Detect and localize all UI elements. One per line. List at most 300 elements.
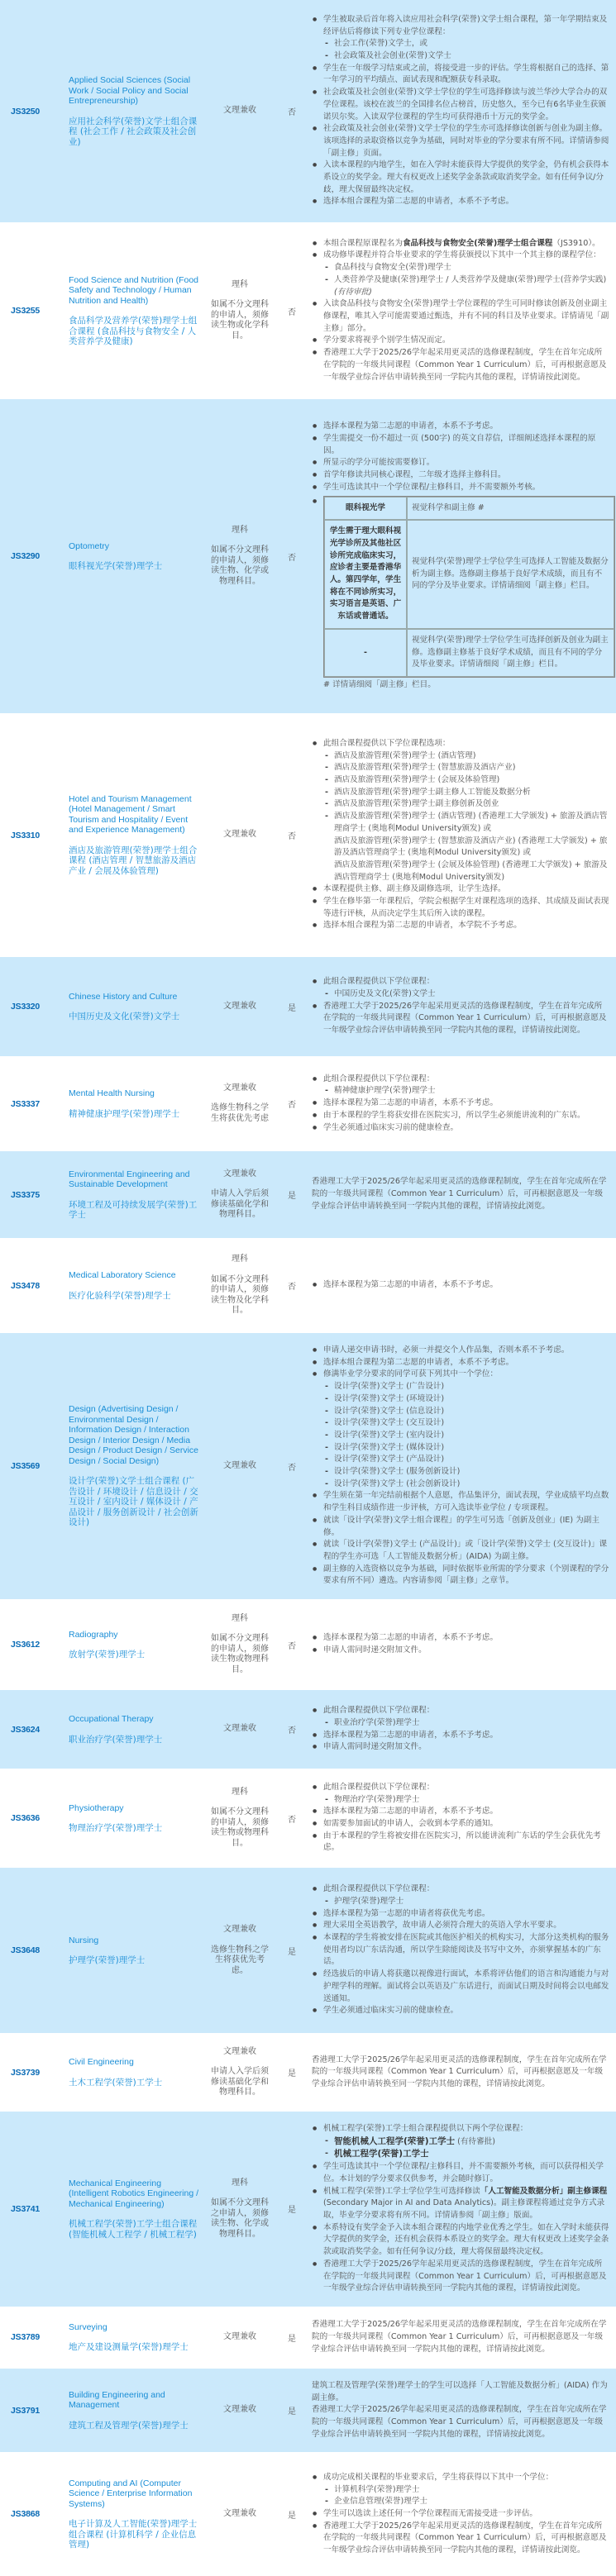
remarks-list: [312, 1782, 609, 1855]
programme-name: [69, 1238, 208, 1333]
programme-remarks: [312, 222, 616, 399]
programme-remarks: [312, 1690, 616, 1769]
programme-name-zh-link[interactable]: 机械工程学(荣誉)工学士组合课程 (智能机械人工程学 / 机械工程学): [69, 2219, 198, 2240]
remark-text: 香港理工大学于2025/26学年起采用更灵活的选修课程制度，学生在首年完成所在学院的一年级共同课程（Common Year 1 Curriculum）后，可再根据意愿及一年级学业综合评估申请转换至同一学院内其他的课程，详情请按此浏览。: [323, 2259, 607, 2293]
programme-name-zh-link[interactable]: 职业治疗学(荣誉)理学士: [69, 1734, 163, 1745]
remark-text: 此组合课程提供以下学位课程：: [323, 1074, 435, 1083]
remark-item: [323, 2005, 609, 2017]
remark-text: 香港理工大学于2025/26学年起采用更灵活的选修课程制度，学生在首年完成所在学院的一年级共同课程（Common Year 1 Curriculum）后，可再根据意愿及一年级学业综合评估申请转换至同一学院内其他的课程，详情请按此浏览。: [323, 348, 607, 382]
subject-stream: 文理兼收: [223, 2509, 256, 2519]
remark-text: 本系特设有奖学金予入读本组合课程的内地学业优秀之学生。如在入学时未能获得大学提供的奖学金，还有机会获得本系设立的奖学金。理大有权更改上述奖学金条款或取消奖学金。如有任何争议/分歧，理大将保留最终决定权。: [323, 2222, 609, 2257]
remark-text: 选择本课程为第二志愿的申请者，本系不予考虑。: [323, 1633, 499, 1643]
remark-item: [323, 1730, 609, 1742]
remark-text: 就读「设计学(荣誉)文学士 (产品设计)」或「设计学(荣誉)文学士 (交互设计)」课程的学生亦可选「人工智能及数据分析」(AIDA) 为副主修。: [323, 1540, 608, 1561]
subject-stream: 文理兼收: [223, 1169, 256, 1178]
degree-option: - 设计学(荣誉)文学士 (产品设计): [334, 1454, 609, 1466]
remark-text: 入读食品科技与食物安全(荣誉)理学士学位课程的学生可同时修读创新及创业副主修课程，唯其入学可能需要通过甄选，并有不同的科目及毕业要求。详情请见「副主修」部分。: [323, 299, 609, 333]
degree-option: - 设计学(荣誉)文学士 (社会创新设计): [334, 1478, 609, 1491]
subject-requirement: [208, 1690, 272, 1769]
degree-option: - 设计学(荣誉)文学士 (媒体设计): [334, 1442, 609, 1455]
programme-code: JS3868: [11, 2509, 41, 2520]
remark-item: [323, 1515, 609, 1539]
transfer-allowed: 是: [288, 2334, 296, 2344]
programme-name-en-link[interactable]: Surveying: [69, 2321, 107, 2332]
degree-option: - 护理学(荣誉)理学士: [334, 1896, 609, 1908]
programme-name: [69, 1333, 208, 1599]
degree-option: - 设计学(荣誉)文学士 (环境设计): [334, 1393, 609, 1406]
programme-remarks: [312, 1769, 616, 1868]
degree-options-list: [323, 262, 609, 298]
remarks-list: [312, 421, 609, 691]
degree-option: - 酒店及旅游管理(荣誉)理学士副主修人工智能及数据分析: [334, 787, 609, 799]
remark-text: 香港理工大学于2025/26学年起采用更灵活的选修课程制度，学生在首年完成所在学院的一年级共同课程（Common Year 1 Curriculum）后，可再根据意愿及一年级学业综合评估申请转换至同一学院内其他的课程，详情请按此浏览。: [312, 2055, 607, 2088]
remark-text: 本课程提供主修、副主修及副修选项，让学生选择。: [323, 884, 506, 894]
programme-code: JS3648: [11, 1945, 41, 1956]
subject-stream: 文理兼收: [223, 830, 256, 840]
remark-text: 副主修的入选资格以竞争为基础，同时依据毕业所需的学分要求（个别课程的学分要求有所不同）遴选。内容请参阅「副主修」之章节。: [323, 1564, 609, 1586]
remarks-list: [312, 738, 609, 932]
programme-row-js3337: [0, 1056, 616, 1151]
programme-remarks: [312, 1151, 616, 1238]
remark-text: 香港理工大学于2025/26学年起采用更灵活的选修课程制度，学生在首年完成所在学院的一年级共同课程（Common Year 1 Curriculum）后，可再根据意愿及一年级学业综合评估申请转换至同一学院内其他的课程，详情请按此浏览。: [323, 1001, 607, 1036]
subject-note: 如属不分文理科的申请人，须修读生物及化学科目。: [211, 1274, 269, 1316]
programme-name-en-link[interactable]: Hotel and Tourism Management (Hotel Management / Smart Tourism and Hospitality / Event and Experience Management): [69, 793, 192, 836]
transfer-allowed: 否: [288, 553, 296, 563]
programme-name-en-link[interactable]: Environmental Engineering and Sustainable Development: [69, 1169, 190, 1189]
degree-options-list: [323, 2484, 609, 2508]
degree-option: - 酒店及旅游管理(荣誉)理学士 (酒店管理) (香港理工大学颁发) + 旅游及酒店管理商学士 (奥地利Modul University颁发) 或 酒店及旅游管理(荣誉)理学士 (智慧旅游及酒店产业) (香港理工大学颁发) + 旅游及酒店管理商学士 (奥地利Modul University颁发) 或 酒店及旅游管理(荣誉)理学士 (会展及体验管理) (香港理工大学颁发) + 旅游及酒店管理商学士 (奥地利Modul University颁发): [334, 811, 609, 883]
programme-row-js3478: [0, 1238, 616, 1333]
remark-item: [323, 1490, 609, 1514]
remark-item: [323, 2186, 609, 2222]
remark-item: [323, 1357, 609, 1369]
degree-options-list: [323, 750, 609, 884]
subject-stream: 理科: [232, 2178, 248, 2188]
subject-requirement: [208, 2452, 272, 2576]
subject-stream: 文理兼收: [223, 2405, 256, 2415]
degree-option: - 酒店及旅游管理(荣誉)理学士 (会展及体验管理): [334, 774, 609, 787]
subject-requirement: [208, 1769, 272, 1868]
programme-name-zh-link[interactable]: 放射学(荣誉)理学士: [69, 1650, 146, 1660]
programme-code: JS3791: [11, 2405, 41, 2416]
transfer-allowed: 是: [288, 1192, 296, 1201]
programme-row-js3375: [0, 1151, 616, 1238]
degree-options-list: [323, 1717, 609, 1730]
remark-item: [323, 1122, 609, 1135]
degree-option: - 设计学(荣誉)文学士 (服务创新设计): [334, 1466, 609, 1478]
remark-item: [323, 433, 609, 457]
remark-item-table: [323, 496, 609, 692]
remarks-list: [312, 14, 609, 208]
remark-item: [323, 2472, 609, 2508]
programme-name: [69, 1769, 208, 1868]
programme-name-en-link[interactable]: Medical Laboratory Science: [69, 1270, 176, 1280]
remark-text: 成功修毕课程并符合毕业要求的学生将获颁授以下其中一个其主修的课程学位：: [323, 250, 601, 260]
programme-row-js3250: [0, 0, 616, 222]
remark-text: 社会政策及社会创业(荣誉)文学士学位的学生可选择修读与波兰华沙大学合办的双学位课程。该校在波兰的全国排名位占榜首，历史悠久，至今已有6名毕业生获颁诺贝尔奖。入读双学位课程的学生均可获得港币十万元的奖学金。: [323, 88, 608, 121]
remarks-list: [312, 1074, 609, 1135]
remark-text: 此组合课程提供以下学位课程：: [323, 1706, 435, 1716]
remarks-list: [312, 1705, 609, 1754]
programme-name-en-link[interactable]: Optometry: [69, 540, 110, 551]
remark-item: [323, 1110, 609, 1122]
remark-text: 选择本课程为第二志愿的申请者，本系不予考虑。: [323, 1730, 499, 1740]
remark-item: [323, 1782, 609, 1806]
degree-option: - 企业信息管理(荣誉)理学士: [334, 2496, 609, 2508]
remark-text: （JS3910）。: [552, 238, 600, 248]
degree-option: - 食品科技与食物安全(荣誉)理学士: [334, 262, 609, 274]
remark-item: [323, 160, 609, 196]
transfer-allowed: 否: [288, 1815, 296, 1825]
remark-text: 社会政策及社会创业(荣誉)文学士学位的学生亦可选择修读创新与创业为副主修。该项选择的录取资格以竞争为基础，同时对毕业的学分要求有所不同。详情请参阅「副主修」页面。: [323, 124, 609, 158]
remarks-list: [312, 2472, 609, 2557]
programme-row-js3320: [0, 957, 616, 1056]
subject-stream: 理科: [232, 525, 248, 535]
remark-item: [323, 1818, 609, 1831]
remark-item: [323, 469, 609, 482]
transfer-allowed: 否: [288, 1463, 296, 1473]
subject-stream: 理科: [232, 1787, 248, 1797]
remark-item: [323, 1369, 609, 1490]
subject-stream: 文理兼收: [223, 1724, 256, 1734]
remark-item: [323, 1645, 609, 1657]
programme-name: [69, 2033, 208, 2112]
programme-name-zh-link[interactable]: 地产及建设测量学(荣誉)理学士: [69, 2342, 189, 2353]
programme-name: [69, 222, 208, 399]
remark-text: 学生可以选读上述任何一个学位课程而无需接受进一步评估。: [323, 2509, 538, 2519]
programme-name-zh-link[interactable]: 中国历史及文化(荣誉)文学士: [69, 1012, 180, 1021]
remark-text: 机械工程学(荣誉)工学士学位学生可选择修读: [323, 2186, 480, 2196]
programme-name-zh-link[interactable]: 酒店及旅游管理(荣誉)理学士组合课程 (酒店管理 / 智慧旅游及酒店产业 / 会展及体验管理): [69, 845, 198, 876]
programme-name-zh-link[interactable]: 护理学(荣誉)理学士: [69, 1955, 146, 1966]
programme-name-zh-link[interactable]: 应用社会科学(荣誉)文学士组合课程 (社会工作 / 社会政策及社会创业): [69, 116, 198, 147]
programme-name-en-link[interactable]: Occupational Therapy: [69, 1714, 154, 1725]
remark-item: [323, 335, 609, 347]
programme-name-en-link[interactable]: Design (Advertising Design / Environmental Design / Information Design / Interaction Design / Interior Design / Media Design / Product Design / Service Design / Social Design): [69, 1404, 198, 1466]
transfer-allowed: 否: [288, 832, 296, 841]
remark-item: [323, 896, 609, 920]
degree-option: - 酒店及旅游管理(荣誉)理学士 (智慧旅游及酒店产业): [334, 762, 609, 774]
remark-text: 选择本课程为第二志愿的申请者，本系不予考虑。: [323, 421, 499, 431]
subject-requirement: [208, 713, 272, 957]
subject-note: 如属不分文理科的申请人，须修读生物或化学科目。: [211, 300, 269, 340]
stream-comparison-table: [323, 496, 615, 678]
programme-name-zh-link[interactable]: 土木工程学(荣誉)工学士: [69, 2077, 163, 2088]
remarks-list: [312, 1632, 609, 1656]
programme-name: [69, 713, 208, 957]
programme-code: JS3569: [11, 1461, 41, 1472]
programme-row-js3569: [0, 1333, 616, 1599]
programme-name-zh-link[interactable]: 精神健康护理学(荣誉)理学士: [69, 1108, 180, 1119]
subject-note: 申请人入学后须修读基础化学和物理科目。: [211, 1189, 269, 1219]
remarks-list: [312, 238, 609, 383]
programme-name: [69, 1056, 208, 1151]
programme-name-en-link[interactable]: Radiography: [69, 1629, 118, 1640]
programme-name: [69, 1690, 208, 1769]
programme-name-zh-link[interactable]: 环境工程及可持续发展学(荣誉)工学士: [69, 1199, 198, 1220]
programme-name-zh-link[interactable]: 物理治疗学(荣誉)理学士: [69, 1823, 163, 1834]
degree-options-list: [323, 1896, 609, 1908]
programme-name: [69, 957, 208, 1056]
remark-item: [323, 1001, 609, 1037]
programme-remarks: [312, 957, 616, 1056]
remark-item: [323, 1279, 609, 1292]
remark-text: 选择本组合课程为第二志愿的申请者，本系不予考虑。: [323, 197, 514, 207]
programme-remarks: [312, 0, 616, 222]
remark-item: [323, 883, 609, 896]
programme-code: JS3612: [11, 1640, 41, 1650]
programme-name-en-link[interactable]: Mental Health Nursing: [69, 1088, 155, 1098]
programme-name: [69, 1599, 208, 1690]
programme-row-js3255: [0, 222, 616, 399]
programme-code: JS3250: [11, 106, 41, 117]
remark-text: (Secondary Major in AI and Data Analytics)。副主修课程将通过竞争方式录取，毕业学分要求将有所不同。详情请参阅「副主修」版面。: [323, 2198, 605, 2220]
remark-item: [323, 738, 609, 883]
remarks-list: [312, 976, 609, 1037]
programme-code: JS3478: [11, 1280, 41, 1291]
stream-cell: 视觉科学(荣誉)理学士学位学生可选择创新及创业为副主修。选修副主修基于良好学术成绩，而且有不同的学分及毕业要求。详情请细阅「副主修」栏目。: [407, 629, 614, 677]
degree-option: - 物理治疗学(荣誉)理学士: [334, 1794, 609, 1807]
transfer-allowed: 是: [288, 2206, 296, 2216]
degree-option: - 职业治疗学(荣誉)理学士: [334, 1717, 609, 1730]
degree-options-list: [323, 2136, 609, 2161]
programme-name: [69, 2369, 208, 2453]
programme-code: JS3739: [11, 2067, 41, 2078]
remark-text: 选择本课程为第二志愿的申请者，本系不予考虑。: [323, 1098, 499, 1108]
stream-cell: -: [324, 629, 407, 677]
degree-options-list: [323, 1794, 609, 1807]
remark-item: [323, 63, 609, 87]
programme-row-js3612: [0, 1599, 616, 1690]
degree-option: - 精神健康护理学(荣誉)理学士: [334, 1085, 609, 1098]
programme-name-en-link[interactable]: Building Engineering and Management: [69, 2389, 165, 2411]
subject-note: 选修生物科之学生将获优先考虑。: [211, 1945, 269, 1975]
remark-text: 香港理工大学于2025/26学年起采用更灵活的选修课程制度，学生在首年完成所在学院的一年级共同课程（Common Year 1 Curriculum）后，可再根据意愿及一年级学业综合评估申请转换至同一学院内其他的课程，详情请按此浏览。: [312, 2320, 607, 2354]
programme-remarks: [312, 1333, 616, 1599]
programme-name-en-link[interactable]: Food Science and Nutrition (Food Safety and Technology / Human Nutrition and Health): [69, 274, 199, 306]
degree-option: - 人类营养学及健康(荣誉)理学士 / 人类营养学及健康(荣誉)理学士(营养学实践) (有待审批): [334, 274, 609, 298]
degree-option: - 社会工作(荣誉)文学士，或: [334, 38, 609, 50]
remark-item: [323, 1908, 609, 1921]
remark-item: [323, 1098, 609, 1110]
subject-stream: 理科: [232, 279, 248, 289]
programme-remarks: [312, 1238, 616, 1333]
subject-requirement: [208, 2307, 272, 2369]
remark-item: [323, 2161, 609, 2185]
degree-option: - 设计学(荣誉)文学士 (广告设计): [334, 1381, 609, 1393]
remark-item: [323, 1632, 609, 1645]
programme-name: [69, 2452, 208, 2576]
subject-requirement: [208, 1238, 272, 1333]
programme-remarks: [312, 2112, 616, 2307]
subject-requirement: [208, 399, 272, 713]
programme-row-js3739: [0, 2033, 616, 2112]
programme-code: JS3290: [11, 551, 41, 561]
programme-remarks: [312, 2307, 616, 2369]
subject-requirement: [208, 1333, 272, 1599]
programme-name-en-link[interactable]: Mechanical Engineering (Intelligent Robotics Engineering / Mechanical Engineering): [69, 2178, 199, 2209]
remark-text: 首学年修读共同核心课程，二年级才选择主修科目。: [323, 470, 506, 480]
remark-text: 学生需提交一份不超过一页 (500字) 的英文自荐信，详细阐述选择本课程的原因。: [323, 434, 596, 455]
programme-code: JS3636: [11, 1813, 41, 1824]
remark-text: 学生必须通过临床实习前的健康检查。: [323, 2006, 459, 2016]
programme-code: JS3624: [11, 1724, 41, 1735]
remark-text: 学生须在第一年完结前根据个人意愿，作品集评分，面试表现，学业成绩平均点数和学生科目成绩作进一步评核，方可入选读毕业学位 / 专项课程。: [323, 1491, 609, 1513]
remark-text: 选择本课程为第一志愿的申请者将获优先考虑。: [323, 1908, 490, 1918]
remark-item: [323, 1074, 609, 1098]
stream-header: ● 眼科视光学: [324, 497, 407, 521]
remark-item: [323, 1920, 609, 1932]
remark-text: 就读「设计学(荣誉)文学士组合课程」的学生可另选「创新及创业」(IE) 为副主修。: [323, 1515, 599, 1537]
remark-text: 本课程的学生将被安排在医院或其他医护相关的机构实习，大部分这类机构的服务使用者均以广东话沟通，所以学生除能阅读及书写中文外，亦须掌握基本的广东话。: [323, 1933, 609, 1967]
degree-option-name: 机械工程学(荣誉)工学士: [334, 2149, 429, 2159]
transfer-allowed: 是: [288, 2407, 296, 2417]
programme-name: [69, 1868, 208, 2033]
programme-name-zh-link[interactable]: 电子计算及人工智能(荣誉)理学士组合课程 (计算机科学 / 企业信息管理): [69, 2519, 198, 2550]
remark-item: [323, 2222, 609, 2259]
remark-text: 香港理工大学于2025/26学年起采用更灵活的选修课程制度，学生在首年完成所在学院的一年级共同课程（Common Year 1 Curriculum）后，可再根据意愿及一年级学业综合评估申请转换至同一学院内其他的课程，详情请按此浏览。: [323, 2521, 607, 2555]
subject-requirement: [208, 0, 272, 222]
programme-name-zh-link[interactable]: 医疗化验科学(荣誉)理学士: [69, 1290, 171, 1301]
stream-header: 视觉科学和副主修 #: [407, 497, 614, 521]
remark-item: [323, 421, 609, 433]
programme-name-en-link[interactable]: Computing and AI (Computer Science / Enterprise Information Systems): [69, 2478, 193, 2509]
programme-name-en-link[interactable]: Applied Social Sciences (Social Work / Social Policy and Social Entrepreneurship): [69, 75, 191, 106]
subject-stream: 理科: [232, 1255, 248, 1264]
remark-text: 机械工程学(荣誉)工学士组合课程提供以下两个学位课程：: [323, 2124, 528, 2134]
subject-note: 如属不分文理科的申请人，须修读生物或物理科目。: [211, 1807, 269, 1848]
remark-item: [323, 123, 609, 160]
remark-item: [323, 2508, 609, 2521]
subject-requirement: [208, 2033, 272, 2112]
programme-name-en-link[interactable]: Civil Engineering: [69, 2057, 134, 2068]
transfer-allowed: 是: [288, 1947, 296, 1957]
programme-name-en-link[interactable]: Nursing: [69, 1935, 99, 1945]
remarks-list: [312, 1345, 609, 1588]
programme-code: JS3741: [11, 2203, 41, 2214]
degree-option: - 设计学(荣誉)文学士 (信息设计): [334, 1406, 609, 1418]
degree-options-list: [323, 1085, 609, 1098]
remark-text: 香港理工大学于2025/26学年起采用更灵活的选修课程制度，学生在首年完成所在学院的一年级共同课程（Common Year 1 Curriculum）后，可再根据意愿及一年级学业综合评估申请转换至同一学院内其他的课程，详情请按此浏览。: [312, 1177, 607, 1211]
remark-item: [323, 1883, 609, 1907]
programme-remarks: [312, 2452, 616, 2576]
degree-option: - 计算机科学(荣誉)理学士: [334, 2484, 609, 2497]
remark-emphasis: 食品科技与食物安全(荣誉)理学士组合课程: [402, 238, 553, 248]
remark-item: [323, 87, 609, 123]
transfer-allowed: 是: [288, 1003, 296, 1013]
remarks-list: [312, 2123, 609, 2295]
stream-cell: 学生需于理大眼科视光学诊所及其他社区诊所完成临床实习，应诊者主要是香港华人。第四学年，学生将在不同诊所实习，实习语言是英语、广东话或普通话。: [324, 520, 407, 629]
remark-item: [323, 250, 609, 298]
remark-text: 学生可选读其中一个学位课程/主修科目，并不需要额外考核，而可以获得相关学位。本计划的学分要求仅供参考，并会随时修订。: [323, 2162, 604, 2183]
subject-note: 如属不分文理科的申请人，须修读生物或物理科目。: [211, 1634, 269, 1674]
programme-row-js3290: [0, 399, 616, 713]
remark-item: [323, 2123, 609, 2161]
remark-item: [323, 14, 609, 63]
degree-option: - 设计学(荣誉)文学士 (室内设计): [334, 1430, 609, 1442]
subject-requirement: [208, 1056, 272, 1151]
remark-text: 所显示的学分可能按需要修订。: [323, 458, 435, 468]
degree-option: - 中国历史及文化(荣誉)文学士: [334, 988, 609, 1001]
remark-item: [323, 1932, 609, 1969]
subject-stream: 文理兼收: [223, 106, 256, 116]
subject-requirement: [208, 1868, 272, 2033]
programme-code: JS3789: [11, 2332, 41, 2343]
programme-row-js3648: [0, 1868, 616, 2033]
remark-text: 此组合课程提供以下学位课程：: [323, 1782, 435, 1792]
remark-item: [323, 1831, 609, 1855]
subject-requirement: [208, 222, 272, 399]
remark-item: [323, 238, 609, 250]
degree-option: - 酒店及旅游管理(荣誉)理学士副主修创新及创业: [334, 798, 609, 811]
degree-option-note: (有待審批): [455, 2136, 496, 2146]
remark-text: 选择本课程为第二志愿的申请者，本系不予考虑。: [323, 1280, 499, 1290]
programme-name-zh-link[interactable]: 设计学(荣誉)文学士组合课程 (广告设计 / 环境设计 / 信息设计 / 交互设计 / 室内设计 / 媒体设计 / 产品设计 / 服务创新设计 / 社会创新设计): [69, 1476, 198, 1528]
remark-item: [323, 1741, 609, 1754]
remark-item: [323, 196, 609, 208]
programme-name: [69, 0, 208, 222]
remark-item: [323, 1969, 609, 2005]
degree-option: - 设计学(荣誉)文学士 (交互设计): [334, 1417, 609, 1430]
remark-item: [323, 1806, 609, 1818]
programme-code: JS3337: [11, 1098, 41, 1109]
programme-remarks: [312, 399, 616, 713]
remarks-list: [312, 1279, 609, 1292]
programme-name-zh-link[interactable]: 建筑工程及管理学(荣誉)理学士: [69, 2420, 189, 2431]
remark-text: 学生必须通过临床实习前的健康检查。: [323, 1122, 459, 1132]
remark-item: [323, 920, 609, 932]
remark-text: 选择本课程为第二志愿的申请者，本系不予考虑。: [323, 1807, 499, 1817]
remark-text: 学生可选读其中一个学位课程/主修科目，并不需要额外考核。: [323, 482, 541, 492]
remark-text: 入读本课程的内地学生，如在入学时未能获得大学提供的奖学金，仍有机会获得本系设立的奖学金。理大有权更改上述奖学金条款或取消奖学金。如有任何争议/分歧，理大保留最终决定权。: [323, 160, 609, 194]
transfer-allowed: 否: [288, 307, 296, 317]
programme-name-zh-link[interactable]: 食品科学及营养学(荣誉)理学士组合课程 (食品科技与食物安全 / 人类营养学及健康): [69, 316, 198, 346]
remark-text: 学分要求将视乎个别学生情况而定。: [323, 336, 451, 345]
transfer-allowed: 是: [288, 2069, 296, 2079]
programme-row-js3310: [0, 713, 616, 957]
remarks-list: [312, 1883, 609, 2017]
remark-text: 由于本课程的学生将被安排在医院实习，所以能讲流利广东话的学生会获优先考虑。: [323, 1831, 601, 1853]
programme-row-js3741: [0, 2112, 616, 2307]
remark-text: 成功完成相关课程的毕业要求后，学生将获得以下其中一个学位：: [323, 2472, 554, 2482]
programme-code: JS3310: [11, 830, 41, 840]
programme-row-js3791: [0, 2369, 616, 2453]
transfer-allowed: 否: [288, 108, 296, 117]
stream-cell: 视觉科学(荣誉)理学士学位学生可选择人工智能及数据分析为副主修。选修副主修基于良好学术成绩，而且有不同的学分及毕业要求。详情请细阅「副主修」栏目。: [407, 520, 614, 629]
remark-item: [323, 347, 609, 383]
subject-requirement: [208, 2112, 272, 2307]
pending-approval-note: (有待审批): [334, 287, 372, 297]
subject-requirement: [208, 2369, 272, 2453]
programme-code: JS3375: [11, 1189, 41, 1200]
remark-text: 经选拔后的申请人将获邀以视像进行面试，本系将评估他们的语言和沟通能力与对护理学科的理解。面试将会以英语及广东话进行，而面试日期及时间将会以电邮发送通知。: [323, 1969, 609, 2003]
subject-stream: 文理兼收: [223, 1460, 256, 1470]
subject-stream: 文理兼收: [223, 2332, 256, 2342]
programme-name-en-link[interactable]: Chinese History and Culture: [69, 991, 178, 1002]
remark-text: 选择本组合课程为第二志愿的申请者，本系不予考虑。: [323, 1357, 514, 1367]
remark-text: 由于本课程的学生将获安排在医院实习，所以学生必须能讲流利的广东话。: [323, 1110, 585, 1120]
remark-item: [323, 976, 609, 1000]
degree-option: [334, 2148, 609, 2161]
degree-option: - 酒店及旅游管理(荣誉)理学士 (酒店管理): [334, 750, 609, 763]
programme-name-zh-link[interactable]: 眼科视光学(荣誉)理学士: [69, 561, 163, 571]
programme-name: [69, 1151, 208, 1238]
remark-text: 学生在修毕第一年课程后，学院会根据学生对课程选项的选择、其成绩及面试表现等进行评核，从而决定学生其后所入读的课程。: [323, 897, 609, 918]
degree-options-list: [323, 988, 609, 1001]
programme-name-en-link[interactable]: Physiotherapy: [69, 1802, 124, 1813]
programme-remarks: [312, 1868, 616, 2033]
transfer-allowed: 是: [288, 2511, 296, 2521]
